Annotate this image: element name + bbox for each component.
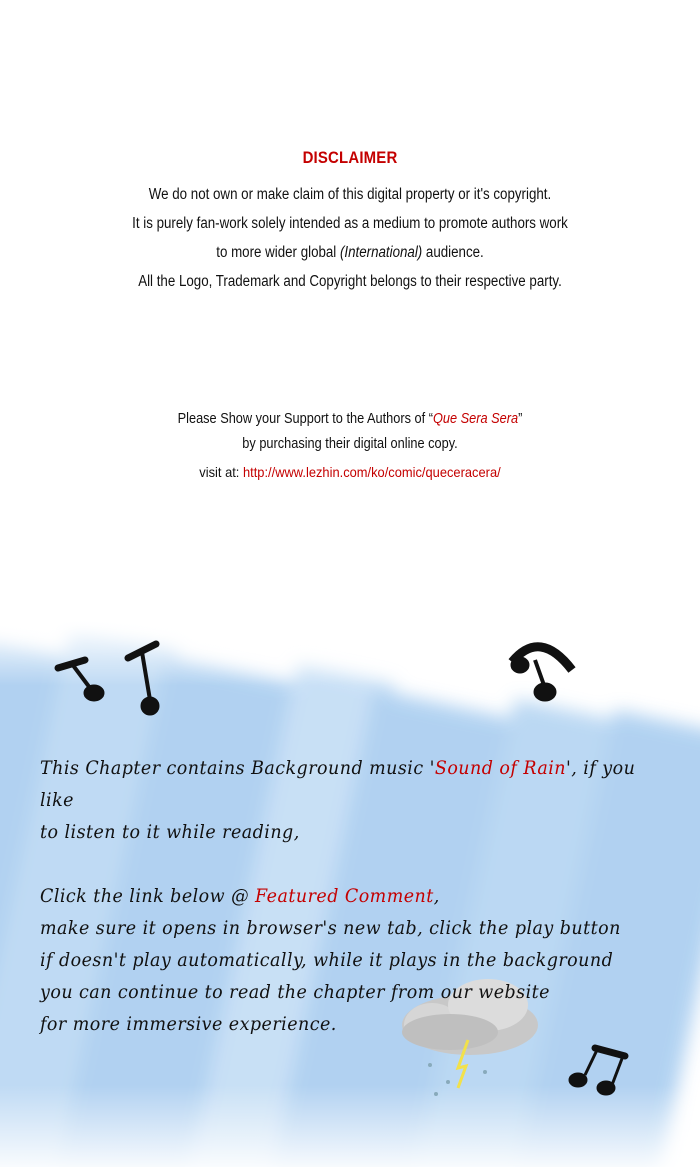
visit-line: visit at: http://www.lezhin.com/ko/comic/queceracera/	[199, 464, 501, 480]
notice-line: Click the link below @ Featured Comment,	[40, 885, 440, 907]
support-block	[0, 407, 700, 480]
notice-line: if doesn't play automatically, while it plays in the background	[40, 949, 614, 971]
featured-comment-label: Featured Comment	[255, 885, 434, 907]
disclaimer-line: We do not own or make claim of this digital property or it's copyright.	[148, 186, 552, 203]
song-title: Sound of Rain	[434, 757, 567, 779]
music-notice	[40, 752, 638, 1040]
disclaimer-line: All the Logo, Trademark and Copyright belongs to their respective party.	[138, 273, 562, 290]
notice-line: for more immersive experience.	[40, 1013, 337, 1035]
notice-line: to listen to it while reading,	[40, 821, 300, 843]
notice-line: This Chapter contains Background music 'Sound of Rain', if you like	[40, 757, 636, 811]
notice-line: make sure it opens in browser's new tab, click the play button	[40, 917, 621, 939]
disclaimer-line: to more wider global (International) audience.	[216, 244, 484, 261]
comic-title: Que Sera Sera	[432, 411, 519, 427]
support-line: Please Show your Support to the Authors of “Que Sera Sera”	[177, 411, 523, 427]
disclaimer-line: It is purely fan-work solely intended as a medium to promote authors work	[132, 215, 568, 232]
disclaimer-title: DISCLAIMER	[302, 148, 398, 167]
source-link[interactable]: http://www.lezhin.com/ko/comic/queceracera/	[242, 464, 501, 480]
disclaimer-block	[0, 148, 700, 296]
notice-line: you can continue to read the chapter from our website	[40, 981, 550, 1003]
support-line: by purchasing their digital online copy.	[242, 436, 458, 452]
